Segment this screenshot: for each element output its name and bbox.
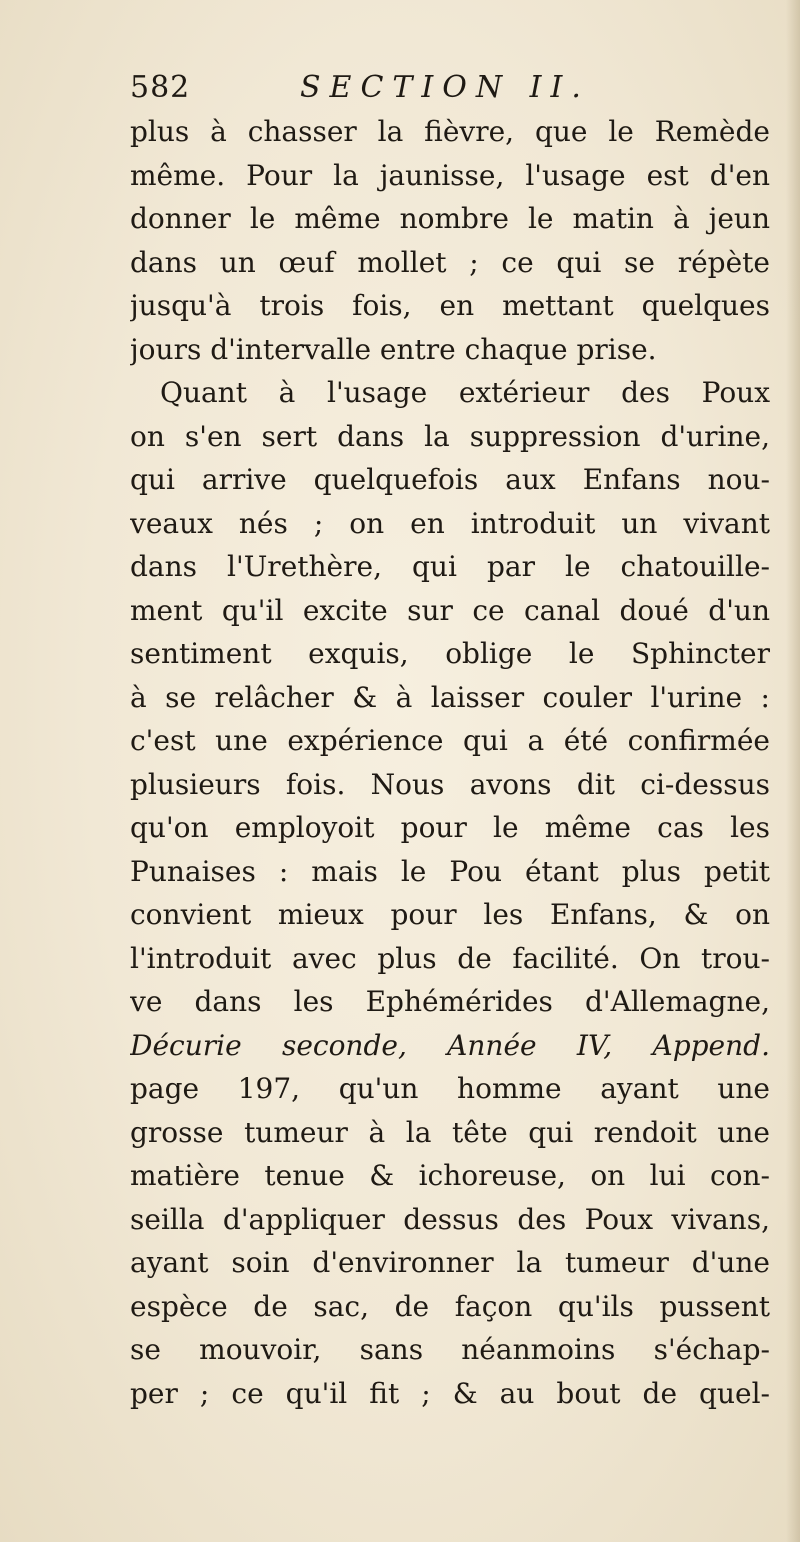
text-line: l'introduit avec plus de facilité. On trou-	[130, 941, 770, 975]
running-head: SECTION II.	[300, 70, 590, 105]
text-line: on s'en sert dans la suppression d'urine,	[130, 419, 770, 453]
page-number: 582	[130, 70, 191, 105]
text-line: convient mieux pour les Enfans, & on	[130, 898, 770, 931]
text-line: jours d'intervalle entre chaque prise.	[130, 332, 657, 366]
page-header	[130, 70, 770, 110]
text-line: donner le même nombre le matin à jeun	[130, 202, 770, 235]
text-line: c'est une expérience qui a été confirmée	[130, 724, 770, 757]
page-edge-shadow	[786, 0, 800, 1542]
text-line: se mouvoir, sans néanmoins s'échap-	[130, 1333, 770, 1366]
text-line: espèce de sac, de façon qu'ils pussent	[130, 1289, 770, 1323]
text-line: seilla d'appliquer dessus des Poux vivans,	[130, 1202, 770, 1236]
text-line: dans l'Urethère, qui par le chatouille-	[130, 550, 770, 583]
text-line: per ; ce qu'il fit ; & au bout de quel-	[130, 1376, 770, 1410]
text-line: qui arrive quelquefois aux Enfans nou-	[130, 463, 770, 496]
text-line: jusqu'à trois fois, en mettant quelques	[130, 289, 770, 322]
text-line: plus à chasser la fièvre, que le Remède	[130, 115, 770, 148]
text-line: Quant à l'usage extérieur des Poux	[160, 376, 770, 409]
text-line: qu'on employoit pour le même cas les	[130, 811, 770, 844]
text-line: matière tenue & ichoreuse, on lui con-	[130, 1159, 770, 1192]
body-text	[130, 110, 770, 1415]
text-line: sentiment exquis, oblige le Sphincter	[130, 637, 770, 670]
text-line: plusieurs fois. Nous avons dit ci-dessus	[130, 767, 770, 801]
text-line: ayant soin d'environner la tumeur d'une	[130, 1246, 770, 1279]
text-line: Décurie seconde, Année IV, Append.	[130, 1028, 770, 1062]
text-line: veaux nés ; on en introduit un vivant	[130, 506, 770, 540]
text-line: même. Pour la jaunisse, l'usage est d'en	[130, 158, 770, 192]
text-line: dans un œuf mollet ; ce qui se répète	[130, 245, 770, 279]
text-line: page 197, qu'un homme ayant une	[130, 1072, 770, 1105]
text-line: ve dans les Ephémérides d'Allemagne,	[130, 985, 770, 1018]
text-line: ment qu'il excite sur ce canal doué d'un	[130, 593, 770, 627]
text-line: grosse tumeur à la tête qui rendoit une	[130, 1115, 770, 1149]
text-line: à se relâcher & à laisser couler l'urine :	[130, 680, 770, 714]
text-line: Punaises : mais le Pou étant plus petit	[130, 854, 770, 888]
